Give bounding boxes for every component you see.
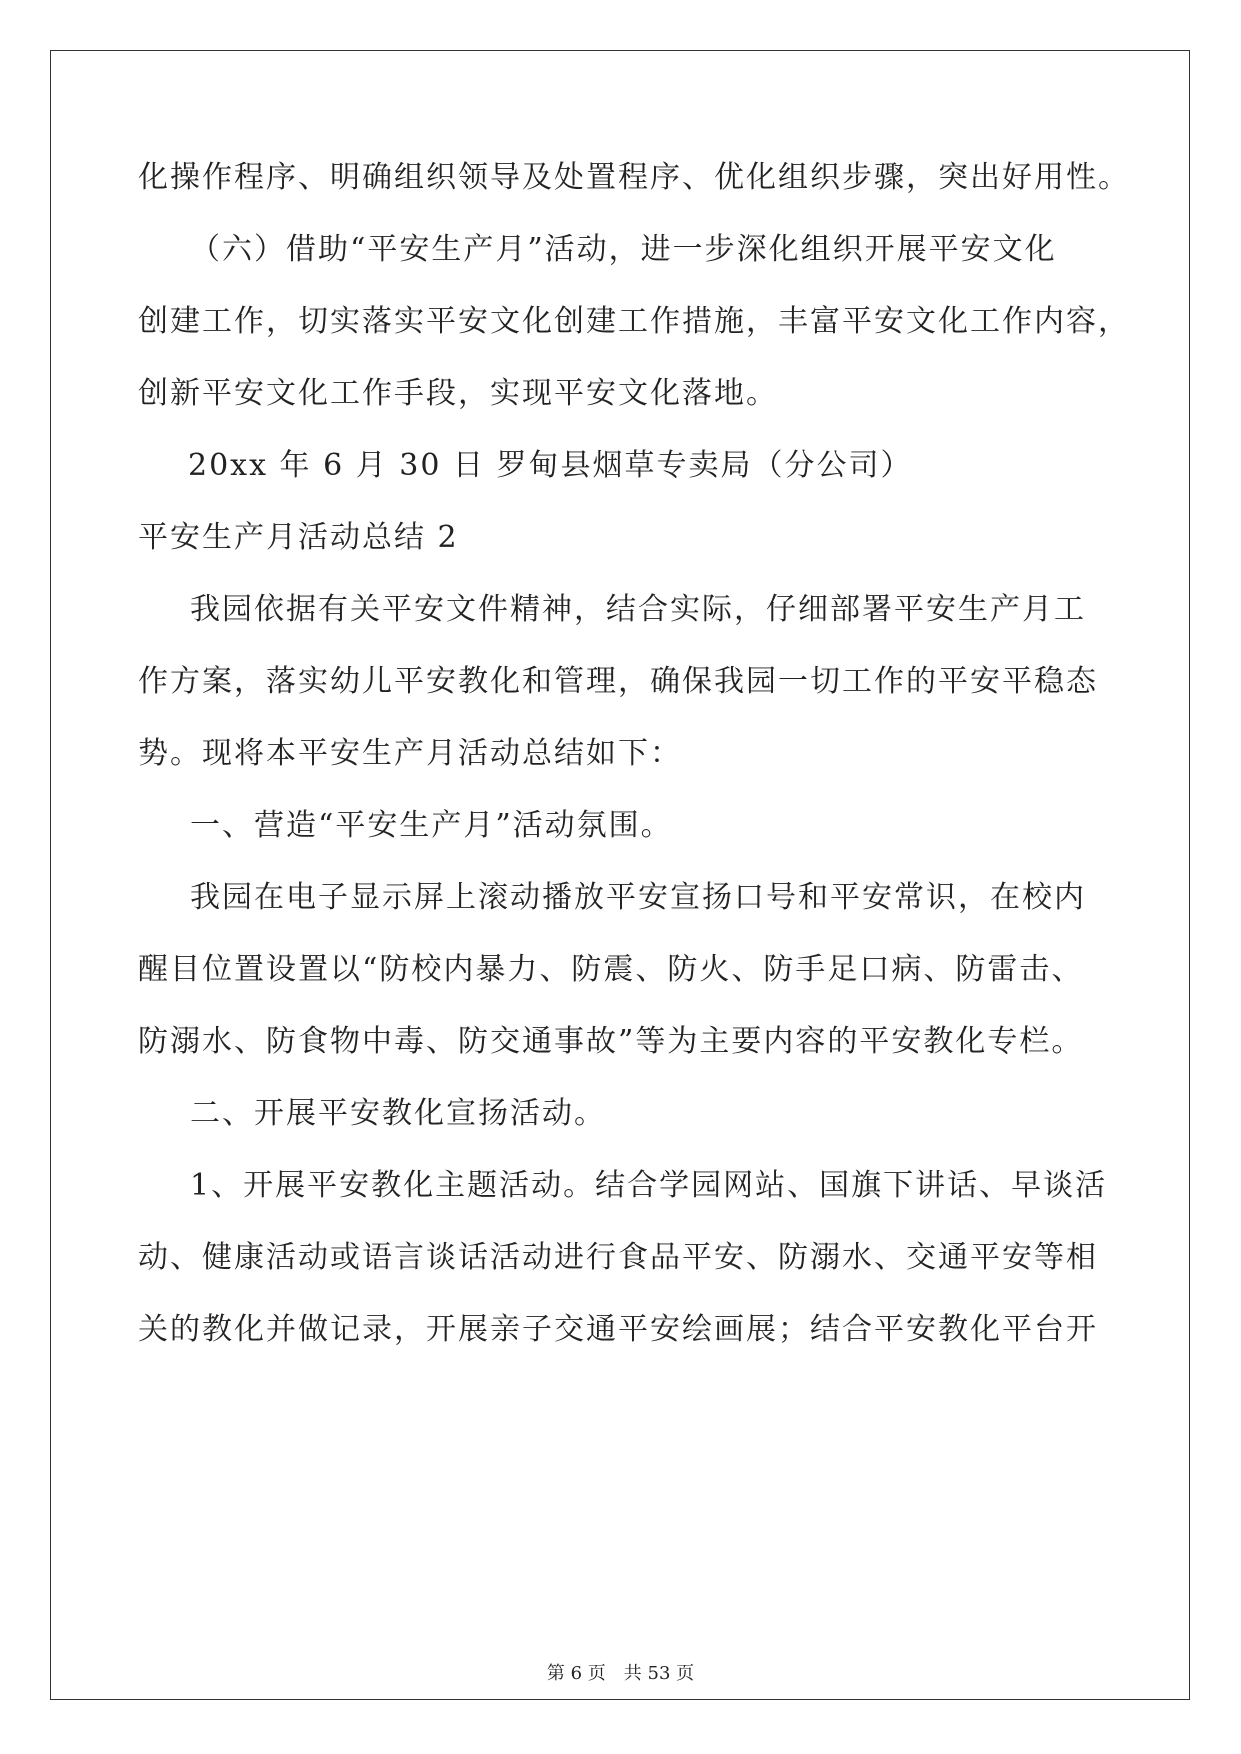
text-line: 一、营造“平安生产月”活动氛围。 (190, 808, 673, 843)
text-line: （六）借助“平安生产月”活动，进一步深化组织开展平安文化 (190, 232, 1057, 267)
text-line: 我园在电子显示屏上滚动播放平安宣扬口号和平安常识，在校内 (190, 880, 1086, 915)
text-line: 1、开展平安教化主题活动。结合学园网站、国旗下讲话、早谈活 (190, 1168, 1108, 1203)
text-line: 动、健康活动或语言谈话活动进行食品平安、防溺水、交通平安等相 (138, 1240, 1098, 1275)
text-line: 创建工作，切实落实平安文化创建工作措施，丰富平安文化工作内容， (138, 304, 1130, 339)
text-line: 作方案，落实幼儿平安教化和管理，确保我园一切工作的平安平稳态 (138, 664, 1098, 699)
text-line: 20xx 年 6 月 30 日 罗甸县烟草专卖局（分公司） (188, 448, 913, 483)
text-line: 醒目位置设置以“防校内暴力、防震、防火、防手足口病、防雷击、 (138, 952, 1084, 987)
section-heading: 平安生产月活动总结 2 (138, 520, 459, 555)
text-line: 化操作程序、明确组织领导及处置程序、优化组织步骤，突出好用性。 (138, 160, 1130, 195)
text-line: 关的教化并做记录，开展亲子交通平安绘画展；结合平安教化平台开 (138, 1312, 1098, 1347)
text-line: 我园依据有关平安文件精神，结合实际，仔细部署平安生产月工 (190, 592, 1086, 627)
page-footer: 第 6 页 共 53 页 (546, 1663, 695, 1684)
page-border (50, 50, 1190, 1700)
text-line: 势。现将本平安生产月活动总结如下： (138, 736, 682, 771)
text-line: 创新平安文化工作手段，实现平安文化落地。 (138, 376, 778, 411)
text-line: 二、开展平安教化宣扬活动。 (190, 1096, 606, 1131)
text-line: 防溺水、防食物中毒、防交通事故”等为主要内容的平安教化专栏。 (138, 1024, 1084, 1059)
